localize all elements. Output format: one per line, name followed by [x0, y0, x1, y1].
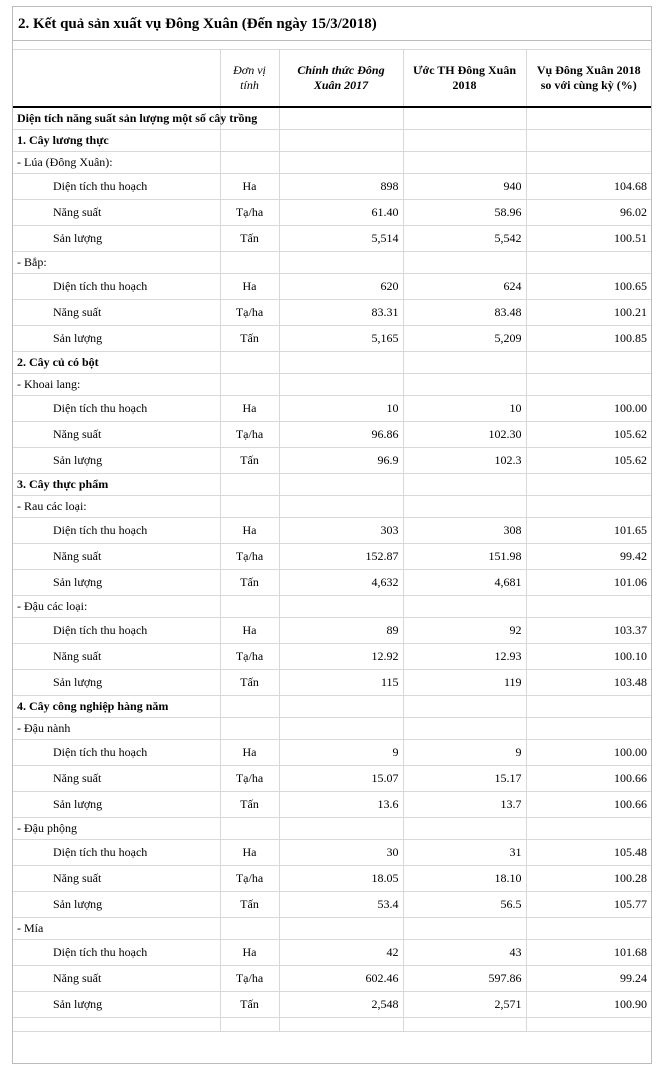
value-2018-cell: 83.48: [403, 299, 526, 325]
table-row: [13, 891, 651, 917]
header-2017: Chính thức Đông Xuân 2017: [279, 50, 403, 107]
unit-cell: Ha: [220, 739, 279, 765]
metric-label: Sản lượng: [13, 791, 220, 817]
value-2017-cell: 115: [279, 669, 403, 695]
value-2017-cell: 96.9: [279, 447, 403, 473]
value-2017-cell: 83.31: [279, 299, 403, 325]
value-2017-cell: 96.86: [279, 421, 403, 447]
value-2018-cell: 10: [403, 395, 526, 421]
section-row: [13, 695, 651, 717]
empty-cell: [279, 473, 403, 495]
value-2017-cell: 61.40: [279, 199, 403, 225]
value-2018-cell: 119: [403, 669, 526, 695]
metric-label: Diện tích thu hoạch: [13, 517, 220, 543]
table-row: [13, 299, 651, 325]
value-2018-cell: 13.7: [403, 791, 526, 817]
empty-cell: [526, 595, 651, 617]
percent-cell: 105.62: [526, 447, 651, 473]
metric-label: Diện tích thu hoạch: [13, 173, 220, 199]
percent-cell: 100.51: [526, 225, 651, 251]
empty-cell: [403, 495, 526, 517]
value-2017-cell: 303: [279, 517, 403, 543]
value-2018-cell: 308: [403, 517, 526, 543]
percent-cell: 99.42: [526, 543, 651, 569]
crop-row: [13, 151, 651, 173]
metric-label: Diện tích thu hoạch: [13, 939, 220, 965]
metric-label: Năng suất: [13, 299, 220, 325]
crop-row: [13, 717, 651, 739]
empty-cell: [403, 595, 526, 617]
empty-cell: [526, 817, 651, 839]
value-2017-cell: 898: [279, 173, 403, 199]
table-row: [13, 617, 651, 643]
unit-cell: Ha: [220, 273, 279, 299]
value-2018-cell: 43: [403, 939, 526, 965]
percent-cell: 105.77: [526, 891, 651, 917]
value-2018-cell: 56.5: [403, 891, 526, 917]
crop-name: - Đậu phộng: [13, 817, 220, 839]
percent-cell: 100.66: [526, 765, 651, 791]
empty-cell: [279, 373, 403, 395]
section-title: 2. Cây củ có bột: [13, 351, 220, 373]
caption-row: [13, 107, 651, 129]
crop-row: [13, 595, 651, 617]
metric-label: Sản lượng: [13, 447, 220, 473]
percent-cell: 101.65: [526, 517, 651, 543]
empty-cell: [403, 473, 526, 495]
value-2017-cell: 5,165: [279, 325, 403, 351]
section-row: [13, 129, 651, 151]
unit-cell: Tấn: [220, 225, 279, 251]
empty-cell: [279, 1017, 403, 1031]
report-frame: [12, 6, 652, 1064]
value-2017-cell: 42: [279, 939, 403, 965]
percent-cell: 100.85: [526, 325, 651, 351]
empty-cell: [403, 1017, 526, 1031]
empty-cell: [220, 373, 279, 395]
empty-cell: [220, 151, 279, 173]
value-2018-cell: 9: [403, 739, 526, 765]
metric-label: Sản lượng: [13, 669, 220, 695]
empty-cell: [403, 695, 526, 717]
empty-cell: [220, 495, 279, 517]
value-2017-cell: 18.05: [279, 865, 403, 891]
value-2018-cell: 15.17: [403, 765, 526, 791]
value-2017-cell: 620: [279, 273, 403, 299]
empty-cell: [403, 129, 526, 151]
value-2017-cell: 9: [279, 739, 403, 765]
empty-cell: [220, 473, 279, 495]
empty-cell: [526, 373, 651, 395]
value-2018-cell: 102.3: [403, 447, 526, 473]
empty-cell: [403, 917, 526, 939]
metric-label: Diện tích thu hoạch: [13, 617, 220, 643]
empty-cell: [403, 351, 526, 373]
value-2018-cell: 5,209: [403, 325, 526, 351]
unit-cell: Tạ/ha: [220, 965, 279, 991]
section-row: [13, 351, 651, 373]
section-title: 4. Cây công nghiệp hàng năm: [13, 695, 220, 717]
header-item: [13, 50, 220, 107]
unit-cell: Tấn: [220, 447, 279, 473]
table-row: [13, 543, 651, 569]
table-row: [13, 643, 651, 669]
value-2017-cell: 602.46: [279, 965, 403, 991]
empty-cell: [279, 917, 403, 939]
metric-label: Diện tích thu hoạch: [13, 739, 220, 765]
percent-cell: 100.90: [526, 991, 651, 1017]
empty-cell: [279, 595, 403, 617]
empty-cell: [526, 1017, 651, 1031]
value-2017-cell: 10: [279, 395, 403, 421]
percent-cell: 104.68: [526, 173, 651, 199]
unit-cell: Tạ/ha: [220, 299, 279, 325]
crop-name: - Mía: [13, 917, 220, 939]
unit-cell: Tạ/ha: [220, 543, 279, 569]
table-row: [13, 569, 651, 595]
empty-cell: [220, 251, 279, 273]
percent-cell: 101.06: [526, 569, 651, 595]
unit-cell: Tấn: [220, 669, 279, 695]
empty-cell: [220, 129, 279, 151]
header-2018: Ước TH Đông Xuân 2018: [403, 50, 526, 107]
table-row: [13, 791, 651, 817]
metric-label: Sản lượng: [13, 325, 220, 351]
percent-cell: 100.65: [526, 273, 651, 299]
value-2018-cell: 31: [403, 839, 526, 865]
unit-cell: Tấn: [220, 569, 279, 595]
crop-row: [13, 251, 651, 273]
empty-cell: [526, 495, 651, 517]
percent-cell: 100.00: [526, 395, 651, 421]
value-2018-cell: 58.96: [403, 199, 526, 225]
empty-cell: [220, 351, 279, 373]
value-2018-cell: 4,681: [403, 569, 526, 595]
section-title: 1. Cây lương thực: [13, 129, 220, 151]
crop-name: - Bắp:: [13, 251, 220, 273]
value-2017-cell: 5,514: [279, 225, 403, 251]
table-row: [13, 669, 651, 695]
percent-cell: 100.10: [526, 643, 651, 669]
empty-cell: [403, 151, 526, 173]
section-row: [13, 473, 651, 495]
empty-cell: [13, 1017, 220, 1031]
section-title: 3. Cây thực phẩm: [13, 473, 220, 495]
value-2017-cell: 13.6: [279, 791, 403, 817]
crop-name: - Lúa (Đông Xuân):: [13, 151, 220, 173]
table-row: [13, 325, 651, 351]
production-table: [13, 50, 651, 1032]
table-row: [13, 395, 651, 421]
value-2018-cell: 5,542: [403, 225, 526, 251]
table-row: [13, 421, 651, 447]
unit-cell: Tấn: [220, 791, 279, 817]
value-2018-cell: 12.93: [403, 643, 526, 669]
table-caption: Diện tích năng suất sản lượng một số cây trồng: [13, 107, 220, 129]
empty-cell: [526, 129, 651, 151]
percent-cell: 105.62: [526, 421, 651, 447]
empty-cell: [220, 595, 279, 617]
table-row: [13, 865, 651, 891]
value-2017-cell: 12.92: [279, 643, 403, 669]
metric-label: Diện tích thu hoạch: [13, 273, 220, 299]
spacer-row: [13, 41, 651, 50]
table-row: [13, 991, 651, 1017]
empty-cell: [279, 351, 403, 373]
header-row: [13, 50, 651, 107]
empty-cell: [220, 695, 279, 717]
table-row: [13, 173, 651, 199]
table-row: [13, 765, 651, 791]
table-row: [13, 447, 651, 473]
empty-cell: [526, 251, 651, 273]
value-2017-cell: 2,548: [279, 991, 403, 1017]
metric-label: Diện tích thu hoạch: [13, 395, 220, 421]
unit-cell: Tạ/ha: [220, 765, 279, 791]
unit-cell: Ha: [220, 939, 279, 965]
unit-cell: Tấn: [220, 325, 279, 351]
unit-cell: Tạ/ha: [220, 865, 279, 891]
percent-cell: 105.48: [526, 839, 651, 865]
table-row: [13, 739, 651, 765]
unit-cell: Tấn: [220, 891, 279, 917]
value-2018-cell: 18.10: [403, 865, 526, 891]
unit-cell: Tạ/ha: [220, 421, 279, 447]
header-percent: Vụ Đông Xuân 2018 so với cùng kỳ (%): [526, 50, 651, 107]
metric-label: Sản lượng: [13, 891, 220, 917]
empty-cell: [279, 251, 403, 273]
empty-cell: [279, 817, 403, 839]
table-row: [13, 965, 651, 991]
value-2017-cell: 30: [279, 839, 403, 865]
percent-cell: 103.48: [526, 669, 651, 695]
metric-label: Sản lượng: [13, 991, 220, 1017]
percent-cell: 103.37: [526, 617, 651, 643]
table-row: [13, 199, 651, 225]
empty-cell: [403, 373, 526, 395]
percent-cell: 100.28: [526, 865, 651, 891]
empty-cell: [526, 695, 651, 717]
unit-cell: Ha: [220, 173, 279, 199]
crop-name: - Đậu nành: [13, 717, 220, 739]
percent-cell: 100.21: [526, 299, 651, 325]
empty-cell: [220, 917, 279, 939]
value-2018-cell: 151.98: [403, 543, 526, 569]
table-row: [13, 273, 651, 299]
table-row: [13, 839, 651, 865]
table-body: [13, 107, 651, 1031]
empty-cell: [403, 817, 526, 839]
crop-name: - Rau các loại:: [13, 495, 220, 517]
metric-label: Năng suất: [13, 765, 220, 791]
empty-cell: [220, 817, 279, 839]
table-row: [13, 939, 651, 965]
metric-label: Năng suất: [13, 965, 220, 991]
percent-cell: 100.66: [526, 791, 651, 817]
percent-cell: 99.24: [526, 965, 651, 991]
unit-cell: Ha: [220, 617, 279, 643]
metric-label: Sản lượng: [13, 225, 220, 251]
empty-cell: [279, 151, 403, 173]
unit-cell: Tạ/ha: [220, 199, 279, 225]
empty-cell: [526, 473, 651, 495]
table-row: [13, 225, 651, 251]
value-2017-cell: 4,632: [279, 569, 403, 595]
percent-cell: 100.00: [526, 739, 651, 765]
percent-cell: 101.68: [526, 939, 651, 965]
blank-row: [13, 1017, 651, 1031]
unit-cell: Ha: [220, 395, 279, 421]
crop-row: [13, 495, 651, 517]
value-2018-cell: 92: [403, 617, 526, 643]
crop-row: [13, 373, 651, 395]
unit-cell: Tấn: [220, 991, 279, 1017]
empty-cell: [279, 129, 403, 151]
empty-cell: [526, 717, 651, 739]
empty-cell: [526, 351, 651, 373]
empty-cell: [279, 695, 403, 717]
metric-label: Năng suất: [13, 543, 220, 569]
value-2018-cell: 940: [403, 173, 526, 199]
crop-name: - Đậu các loại:: [13, 595, 220, 617]
empty-cell: [220, 1017, 279, 1031]
percent-cell: 96.02: [526, 199, 651, 225]
empty-cell: [403, 717, 526, 739]
crop-name: - Khoai lang:: [13, 373, 220, 395]
table-row: [13, 517, 651, 543]
metric-label: Năng suất: [13, 199, 220, 225]
value-2017-cell: 15.07: [279, 765, 403, 791]
unit-cell: Ha: [220, 517, 279, 543]
unit-cell: Ha: [220, 839, 279, 865]
value-2018-cell: 2,571: [403, 991, 526, 1017]
value-2018-cell: 102.30: [403, 421, 526, 447]
empty-cell: [403, 251, 526, 273]
empty-cell: [279, 495, 403, 517]
metric-label: Diện tích thu hoạch: [13, 839, 220, 865]
empty-cell: [220, 717, 279, 739]
report-title: 2. Kết quả sản xuất vụ Đông Xuân (Đến ngày 15/3/2018): [13, 7, 651, 41]
metric-label: Năng suất: [13, 865, 220, 891]
value-2017-cell: 89: [279, 617, 403, 643]
value-2018-cell: 624: [403, 273, 526, 299]
metric-label: Năng suất: [13, 421, 220, 447]
metric-label: Năng suất: [13, 643, 220, 669]
value-2017-cell: 152.87: [279, 543, 403, 569]
header-unit: Đơn vị tính: [220, 50, 279, 107]
metric-label: Sản lượng: [13, 569, 220, 595]
value-2018-cell: 597.86: [403, 965, 526, 991]
crop-row: [13, 917, 651, 939]
crop-row: [13, 817, 651, 839]
value-2017-cell: 53.4: [279, 891, 403, 917]
empty-cell: [279, 717, 403, 739]
empty-cell: [526, 151, 651, 173]
empty-cell: [526, 917, 651, 939]
unit-cell: Tạ/ha: [220, 643, 279, 669]
